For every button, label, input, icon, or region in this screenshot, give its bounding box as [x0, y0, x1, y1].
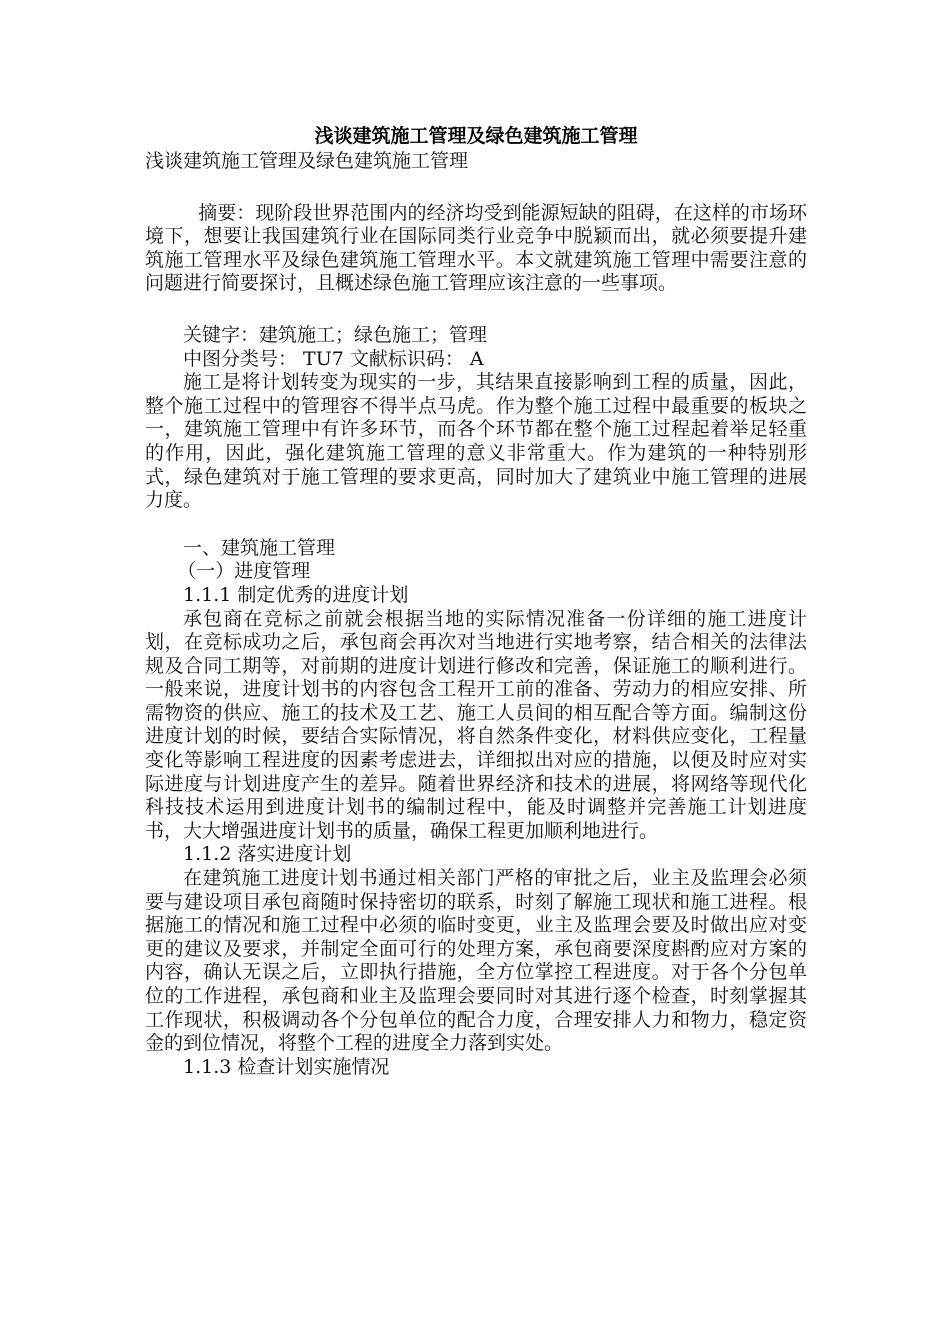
item-body-1-1-1: 承包商在竞标之前就会根据当地的实际情况准备一份详细的施工进度计划，在竞标成功之后，承包商会再次对当地进行实地考察，结合相关的法律法规及合同工期等，对前期的进度计划进行修改和完善，保证施工的顺利进行。一般来说，进度计划书的内容包含工程开工前的准备、劳动力的相应安排、所需物资的供应、施工的技术及工艺、施工人员间的相互配合等方面。编制这份进度计划的时候，要结合实际情况，将自然条件变化，材料供应变化，工程量变化等影响工程进度的因素考虑进去，详细拟出对应的措施，以便及时应对实际进度与计划进度产生的差异。随着世界经济和技术的进展，将网络等现代化科技技术运用到进度计划书的编制过程中，能及时调整并完善施工计划进度书，大大增强进度计划书的质量，确保工程更加顺利地进行。	[145, 607, 807, 842]
document-page	[145, 122, 807, 1079]
item-body-1-1-2: 在建筑施工进度计划书通过相关部门严格的审批之后，业主及监理会必须要与建设项目承包商随时保持密切的联系，时刻了解施工现状和施工进程。根据施工的情况和施工过程中必须的临时变更，业主及监理会要及时做出应对变更的建议及要求，并制定全面可行的处理方案，承包商要深度斟酌应对方案的内容，确认无误之后，立即执行措施，全方位掌控工程进度。对于各个分包单位的工作进程，承包商和业主及监理会要同时对其进行逐个检查，时刻掌握其工作现状，积极调动各个分包单位的配合力度，合理安排人力和物力，稳定资金的到位情况，将整个工程的进度全力落到实处。	[145, 867, 807, 1055]
section-heading: 一、建筑施工管理	[183, 536, 336, 559]
intro-paragraph: 施工是将计划转变为现实的一步，其结果直接影响到工程的质量，因此，整个施工过程中的管理容不得半点马虎。作为整个施工过程中最重要的板块之一，建筑施工管理中有许多环节，而各个环节都在整个施工过程起着举足轻重的作用，因此，强化建筑施工管理的意义非常重大。作为建筑的一种特别形式，绿色建筑对于施工管理的要求更高，同时加大了建筑业中施工管理的进展力度。	[145, 371, 807, 512]
spacer	[145, 296, 807, 324]
spacer	[145, 513, 807, 537]
classification-line: 中图分类号： TU7 文献标识码： A	[183, 347, 484, 370]
abstract-paragraph: 摘要：现阶段世界范围内的经济均受到能源短缺的阻碍，在这样的市场环境下，想要让我国建筑行业在国际同类行业竞争中脱颖而出，就必须要提升建筑施工管理水平及绿色建筑施工管理水平。本文就建筑施工管理中需要注意的问题进行简要探讨，且概述绿色施工管理应该注意的一些事项。	[145, 201, 807, 295]
document-title: 浅谈建筑施工管理及绿色建筑施工管理	[314, 125, 638, 147]
item-heading-1-1-2: 1.1.2 落实进度计划	[183, 843, 352, 866]
subsection-heading: （一）进度管理	[177, 560, 311, 583]
item-heading-1-1-3: 1.1.3 检查计划实施情况	[183, 1055, 390, 1078]
item-heading-1-1-1: 1.1.1 制定优秀的进度计划	[183, 583, 409, 606]
spacer	[145, 174, 807, 202]
keywords-line: 关键字：建筑施工；绿色施工；管理	[183, 323, 488, 346]
document-subtitle: 浅谈建筑施工管理及绿色建筑施工管理	[145, 150, 469, 172]
